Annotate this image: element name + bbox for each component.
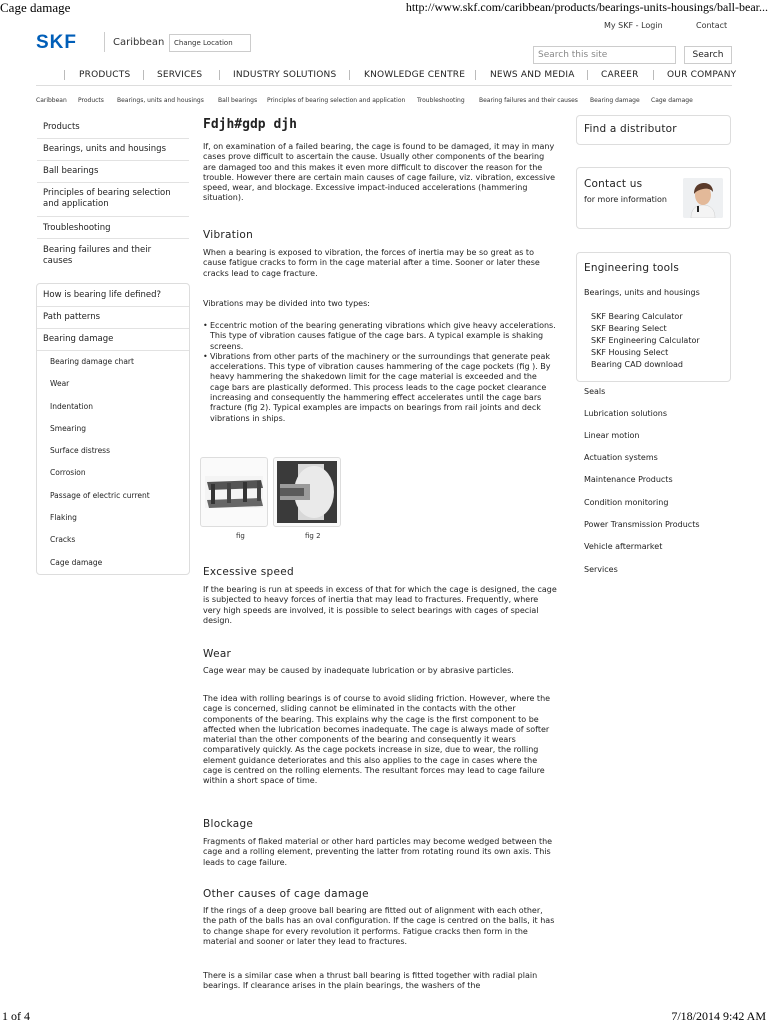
breadcrumb-item[interactable]: Bearings, units and housings [117,97,204,104]
leftnav-divider [37,138,189,139]
breadcrumb-item[interactable]: Bearing failures and their causes [479,97,578,104]
link-actuation[interactable]: Actuation systems [584,453,658,462]
contact-link[interactable]: Contact [696,21,728,30]
nav-separator [653,70,654,80]
leftnav-sub-smearing[interactable]: Smearing [50,424,86,433]
leftnav-divider [37,182,189,183]
leftnav-divider [37,350,189,351]
vibration-list-item: • Vibrations from other parts of the machinery or the surroundings that generate peak accelerations. This type of vibration causes hammering of the cage pockets (fig ). By heavy hammering the shakedown limit for the cage material is exceeded and the cage bars are plastically deformed. This process leads to the cage pocket clearance increasing and consequently the hammering effect accelerates until the cage bars fracture (fig 2). Typical examples are impacts on bearings from rail joints and deck vibrations in ships. [203,352,558,424]
person-icon [683,178,723,218]
change-location-button[interactable]: Change Location [169,34,251,52]
other-causes-paragraph-2: There is a similar case when a thrust ball bearing is fitted together with radial plain bearings. If clearance arises in the plain bearings, the washers of the [203,971,538,991]
breadcrumb-item[interactable]: Troubleshooting [417,97,465,104]
leftnav-bearing-life[interactable]: How is bearing life defined? [43,290,162,300]
find-distributor-link[interactable]: Find a distributor [584,123,677,135]
search-input[interactable]: Search this site [533,46,676,64]
vibration-list-item: • Eccentric motion of the bearing generating vibrations which give heavy accelerations. This type of vibration causes fatigue of the cage bars. A typical example is shaking screens. [203,321,558,352]
leftnav-products[interactable]: Products [43,122,80,132]
link-vehicle-aftermarket[interactable]: Vehicle aftermarket [584,542,663,551]
print-url: http://www.skf.com/caribbean/products/bearings-units-housings/ball-bear... [405,0,768,14]
nav-services[interactable]: SERVICES [157,70,203,80]
skf-logo[interactable] [36,33,98,50]
my-skf-login-link[interactable]: My SKF - Login [604,21,663,30]
nav-products[interactable]: PRODUCTS [79,70,131,80]
nav-career[interactable]: CAREER [601,70,639,80]
figure-1-caption: fig [236,532,245,540]
skf-logo-icon [36,33,98,50]
leftnav-sub-surface-distress[interactable]: Surface distress [50,446,110,455]
link-services[interactable]: Services [584,565,618,574]
vibration-list [203,321,558,424]
tool-bearing-select[interactable]: SKF Bearing Select [591,324,667,333]
engineering-tools-title: Engineering tools [584,262,680,274]
nav-news-and-media[interactable]: NEWS AND MEDIA [490,70,575,80]
nav-our-company[interactable]: OUR COMPANY [667,70,737,80]
breadcrumb-item[interactable]: Caribbean [36,97,67,104]
search-button[interactable]: Search [684,46,732,64]
vibration-types-paragraph: Vibrations may be divided into two types: [203,299,370,308]
print-datetime: 7/18/2014 9:42 AM [671,1009,766,1023]
figure-2-caption: fig 2 [305,532,321,540]
excessive-speed-heading: Excessive speed [203,566,294,578]
region-label: Caribbean [113,37,165,48]
leftnav-sub-flaking[interactable]: Flaking [50,513,77,522]
leftnav-divider [37,238,189,239]
breadcrumb-item[interactable]: Principles of bearing selection and application [267,97,406,104]
tool-housing-select[interactable]: SKF Housing Select [591,348,669,357]
other-causes-heading: Other causes of cage damage [203,888,369,900]
blockage-heading: Blockage [203,818,254,830]
tool-bearing-cad[interactable]: Bearing CAD download [591,360,683,369]
leftnav-bearings-units-housings[interactable]: Bearings, units and housings [43,144,167,154]
leftnav-principles[interactable]: Principles of bearing selection and application [43,188,171,209]
breadcrumb-item[interactable]: Bearing damage [590,97,640,104]
figure-1-image[interactable] [200,457,268,527]
link-maintenance[interactable]: Maintenance Products [584,475,673,484]
leftnav-sub-damage-chart[interactable]: Bearing damage chart [50,357,134,366]
page-title: Fdjh#gdp djh [203,117,297,132]
nav-separator [587,70,588,80]
leftnav-sub-electric-current[interactable]: Passage of electric current [50,491,150,500]
link-seals[interactable]: Seals [584,387,606,396]
leftnav-troubleshooting[interactable]: Troubleshooting [43,223,111,233]
link-lubrication[interactable]: Lubrication solutions [584,409,667,418]
nav-separator [64,70,65,80]
contact-us-subtitle: for more information [584,195,667,204]
wear-paragraph-1: Cage wear may be caused by inadequate lubrication or by abrasive particles. [203,666,514,675]
contact-avatar [683,178,723,218]
print-page-title: Cage damage [0,0,71,15]
nav-knowledge-centre[interactable]: KNOWLEDGE CENTRE [364,70,466,80]
tool-bearing-calculator[interactable]: SKF Bearing Calculator [591,312,683,321]
cage-fracture-image [274,458,340,526]
cage-bars-image [201,458,267,526]
leftnav-divider [37,306,189,307]
wear-paragraph-2: The idea with rolling bearings is of course to avoid sliding friction. However, where the cage is concerned, sliding cannot be eliminated in the contacts with the other components of the bearing. This explains why the cage is the first component to be affected when the lubrication becomes inadequate. The cage is always made of softer material than the other components of the bearing and consequently it wears comparatively quickly. As the cage pockets increase in size, due to wear, the rolling element guidance deteriorates and this also applies to the cage in cases where the cage is centred on the rolling elements. The resultant forces may lead to cage failure within a short space of time. [203,694,551,786]
wear-heading: Wear [203,648,232,660]
vibration-heading: Vibration [203,229,254,241]
blockage-paragraph: Fragments of flaked material or other hard particles may become wedged between the cage and a rolling element, preventing the latter from rotating round its own axis. This leads to cage failure. [203,837,553,867]
link-condition-monitoring[interactable]: Condition monitoring [584,498,669,507]
nav-separator [143,70,144,80]
logo-separator [104,32,105,52]
leftnav-divider [37,216,189,217]
link-linear-motion[interactable]: Linear motion [584,431,640,440]
leftnav-sub-wear[interactable]: Wear [50,379,70,388]
leftnav-bearing-damage[interactable]: Bearing damage [43,334,114,344]
leftnav-divider [37,160,189,161]
other-causes-paragraph-1: If the rings of a deep groove ball bearing are fitted out of alignment with each other, the path of the balls has an oval configuration. If the cage is centred on the balls, it has to change shape for every revolution it performs. Fatigue cracks then form in the material and sooner or later they lead to fractures. [203,906,555,946]
figure-2-image[interactable] [273,457,341,527]
breadcrumb-item[interactable]: Products [78,97,104,104]
excessive-speed-paragraph: If the bearing is run at speeds in excess of that for which the cage is designed, the cage is subjected to heavy forces of inertia that may lead to fractures. Frequently, where very high speeds are involved, it is possible to select bearings with cages of special design. [203,585,557,625]
nav-separator [475,70,476,80]
nav-divider [36,85,732,86]
leftnav-sub-indentation[interactable]: Indentation [50,402,93,411]
leftnav-sub-cage-damage[interactable]: Cage damage [50,558,103,567]
nav-separator [219,70,220,80]
vibration-paragraph: When a bearing is exposed to vibration, the forces of inertia may be so great as to cause fatigue cracks to form in the cage material after a time. Sooner or later these cracks lead to cage fracture. [203,248,540,278]
leftnav-path-patterns[interactable]: Path patterns [43,312,101,322]
nav-industry-solutions[interactable]: INDUSTRY SOLUTIONS [233,70,337,80]
tool-engineering-calculator[interactable]: SKF Engineering Calculator [591,336,700,345]
leftnav-sub-corrosion[interactable]: Corrosion [50,468,86,477]
breadcrumb-current: Cage damage [651,97,693,104]
leftnav-ball-bearings[interactable]: Ball bearings [43,166,99,176]
link-power-transmission[interactable]: Power Transmission Products [584,520,700,529]
intro-paragraph: If, on examination of a failed bearing, the cage is found to be damaged, it may in many cases prove difficult to ascertain the cause. Usually other components of the bearing are damaged too and this makes it even more difficult to discover the reason for the trouble. However there are certain main causes of cage failure, viz. vibration, excessive speed, wear, and blockage. Excessive impact-induced accelerations (hammering situation). [203,142,556,203]
leftnav-sub-cracks[interactable]: Cracks [50,535,76,544]
logo-text: SKF [36,33,77,50]
print-page-count: 1 of 4 [2,1009,30,1023]
engineering-tools-group: Bearings, units and housings [584,288,700,297]
leftnav-bearing-failures[interactable]: Bearing failures and their causes [43,245,152,266]
nav-separator [349,70,350,80]
leftnav-divider [37,328,189,329]
contact-us-title[interactable]: Contact us [584,178,643,190]
breadcrumb-item[interactable]: Ball bearings [218,97,258,104]
